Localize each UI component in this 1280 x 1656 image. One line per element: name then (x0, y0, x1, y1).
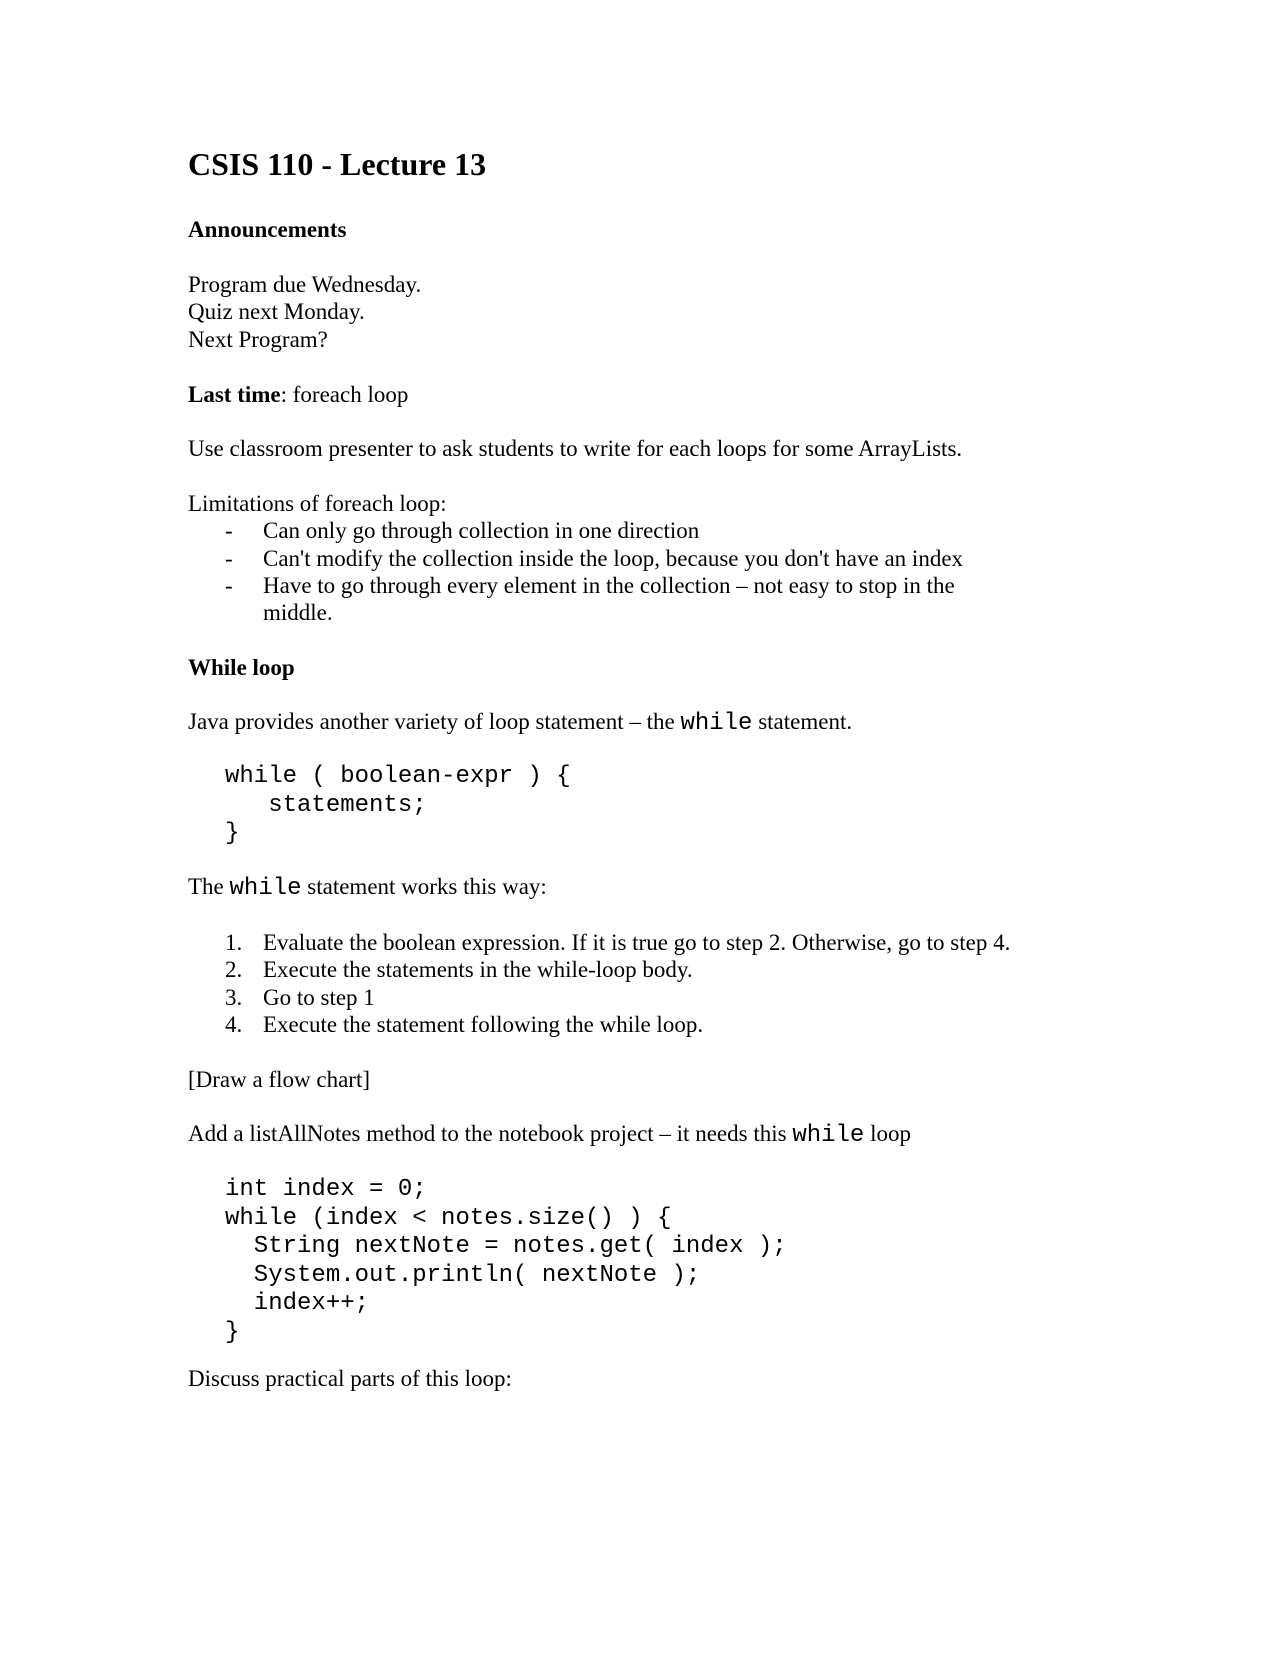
discuss-paragraph: Discuss practical parts of this loop: (188, 1366, 512, 1391)
while-intro-after: statement. (752, 709, 853, 734)
announcement-item: Program due Wednesday. (188, 272, 422, 297)
add-before: Add a listAllNotes method to the notebook project – it needs this (188, 1121, 793, 1146)
list-item-continuation: middle. (263, 600, 333, 625)
code-line: } (225, 820, 240, 847)
while-keyword: while (229, 875, 302, 902)
step-text: Execute the statement following the while loop. (263, 1012, 704, 1037)
example-code-block (225, 1176, 787, 1347)
bullet-marker: - (225, 573, 233, 598)
step-text: Evaluate the boolean expression. If it is true go to step 2. Otherwise, go to step 4. (263, 930, 1011, 955)
code-line: } (225, 1318, 240, 1346)
code-line: while (index < notes.size() ) { (225, 1204, 672, 1232)
bullet-marker: - (225, 518, 233, 543)
step-text: Go to step 1 (263, 985, 375, 1010)
code-line: statements; (225, 791, 427, 819)
step-number: 4. (225, 1012, 243, 1037)
last-time-text: : foreach loop (280, 382, 409, 407)
last-time-line (188, 380, 408, 409)
step-number: 1. (225, 930, 243, 955)
code-line: int index = 0; (225, 1176, 427, 1203)
while-works-before: The (188, 874, 230, 899)
while-syntax-code-block (225, 763, 571, 849)
step-number: 2. (225, 957, 243, 982)
list-item: Can only go through collection in one direction (263, 518, 700, 543)
last-time-label: Last time (188, 382, 281, 407)
step-text: Execute the statements in the while-loop body. (263, 957, 693, 982)
presenter-paragraph: Use classroom presenter to ask students to write for each loops for some ArrayLists. (188, 436, 963, 461)
code-line: System.out.println( nextNote ); (225, 1261, 701, 1289)
while-works-after: statement works this way: (301, 874, 547, 899)
list-item: Can't modify the collection inside the loop, because you don't have an index (263, 546, 964, 571)
announcement-item: Quiz next Monday. (188, 299, 365, 324)
while-intro-paragraph (188, 707, 852, 738)
bullet-marker: - (225, 546, 233, 571)
add-after: loop (864, 1121, 911, 1146)
while-keyword: while (792, 1122, 865, 1149)
flow-chart-note: [Draw a flow chart] (188, 1067, 370, 1092)
while-loop-heading: While loop (188, 655, 295, 680)
code-line: while ( boolean-expr ) { (225, 763, 571, 790)
page-title: CSIS 110 - Lecture 13 (188, 146, 487, 182)
step-number: 3. (225, 985, 243, 1010)
code-line: String nextNote = notes.get( index ); (225, 1233, 787, 1260)
add-method-paragraph (188, 1119, 911, 1150)
announcements-heading: Announcements (188, 217, 347, 242)
limitations-intro: Limitations of foreach loop: (188, 491, 447, 516)
list-item: Have to go through every element in the collection – not easy to stop in the (263, 573, 955, 598)
while-keyword: while (680, 710, 753, 737)
announcement-item: Next Program? (188, 327, 328, 352)
while-works-paragraph (188, 872, 547, 903)
code-line: index++; (225, 1290, 370, 1317)
while-intro-before: Java provides another variety of loop statement – the (188, 709, 681, 734)
